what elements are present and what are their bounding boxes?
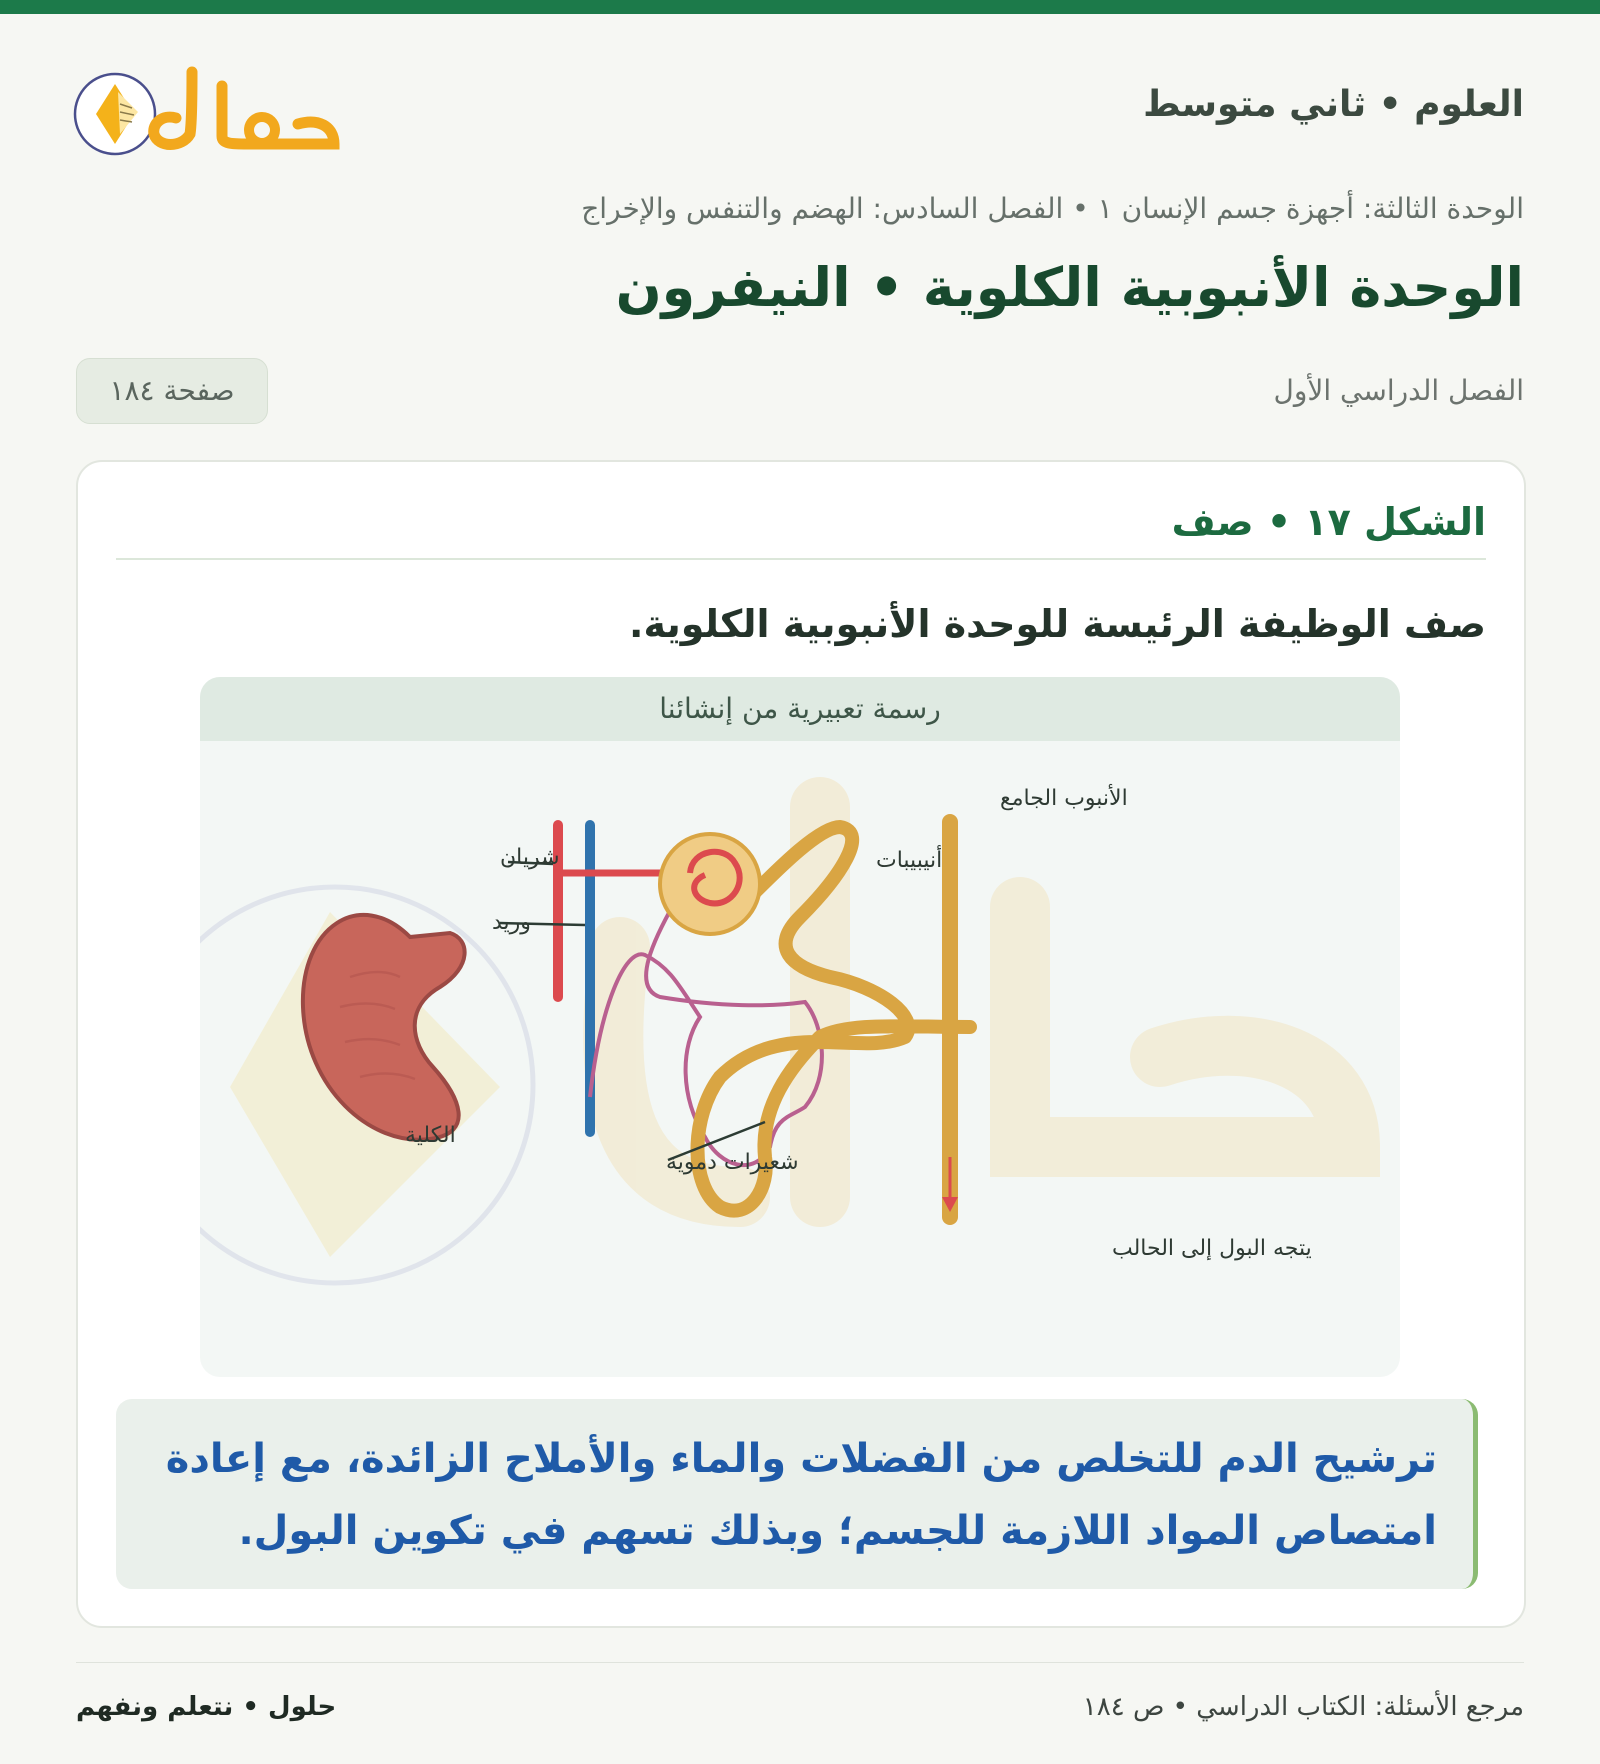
artery-label: شريان [500,845,560,870]
question-number: الشكل ١٧ • صف [1171,500,1486,544]
hulul-logo[interactable] [72,52,342,162]
kidney-label: الكلية [405,1123,456,1148]
figure-caption: رسمة تعبيرية من إنشائنا [200,677,1400,741]
page-number-badge: صفحة ١٨٤ [76,358,268,424]
footer-brand[interactable]: حلول • نتعلم ونفهم [76,1692,337,1722]
top-accent-bar [0,0,1600,14]
collecting-duct-label: الأنبوب الجامع [1000,786,1128,811]
question-divider [116,558,1486,560]
tubules-label: أنيبيبات [876,848,943,873]
vein-label: وريد [492,910,531,935]
urine-label: يتجه البول إلى الحالب [1112,1236,1312,1261]
footer-divider [76,1662,1524,1663]
footer-reference: مرجع الأسئلة: الكتاب الدراسي • ص ١٨٤ [1082,1692,1524,1722]
answer-line-1: ترشيح الدم للتخلص من الفضلات والماء والأملاح الزائدة، مع إعادة [165,1436,1437,1482]
nephron-diagram [200,677,1400,1377]
question-text: صف الوظيفة الرئيسة للوحدة الأنبوبية الكلوية. [629,602,1486,646]
semester-label: الفصل الدراسي الأول [1273,374,1524,407]
breadcrumb: الوحدة الثالثة: أجهزة جسم الإنسان ١ • الفصل السادس: الهضم والتنفس والإخراج [581,192,1524,225]
answer-line-2: امتصاص المواد اللازمة للجسم؛ وبذلك تسهم في تكوين البول. [238,1508,1437,1554]
page-title: الوحدة الأنبوبية الكلوية • النيفرون [615,256,1524,319]
subject-grade-title: العلوم • ثاني متوسط [1143,84,1524,125]
question-card [76,460,1526,1628]
nephron-figure [200,677,1400,1377]
answer-box [116,1399,1478,1589]
capillaries-label: شعيرات دموية [666,1150,799,1175]
bowman-capsule [660,834,760,934]
